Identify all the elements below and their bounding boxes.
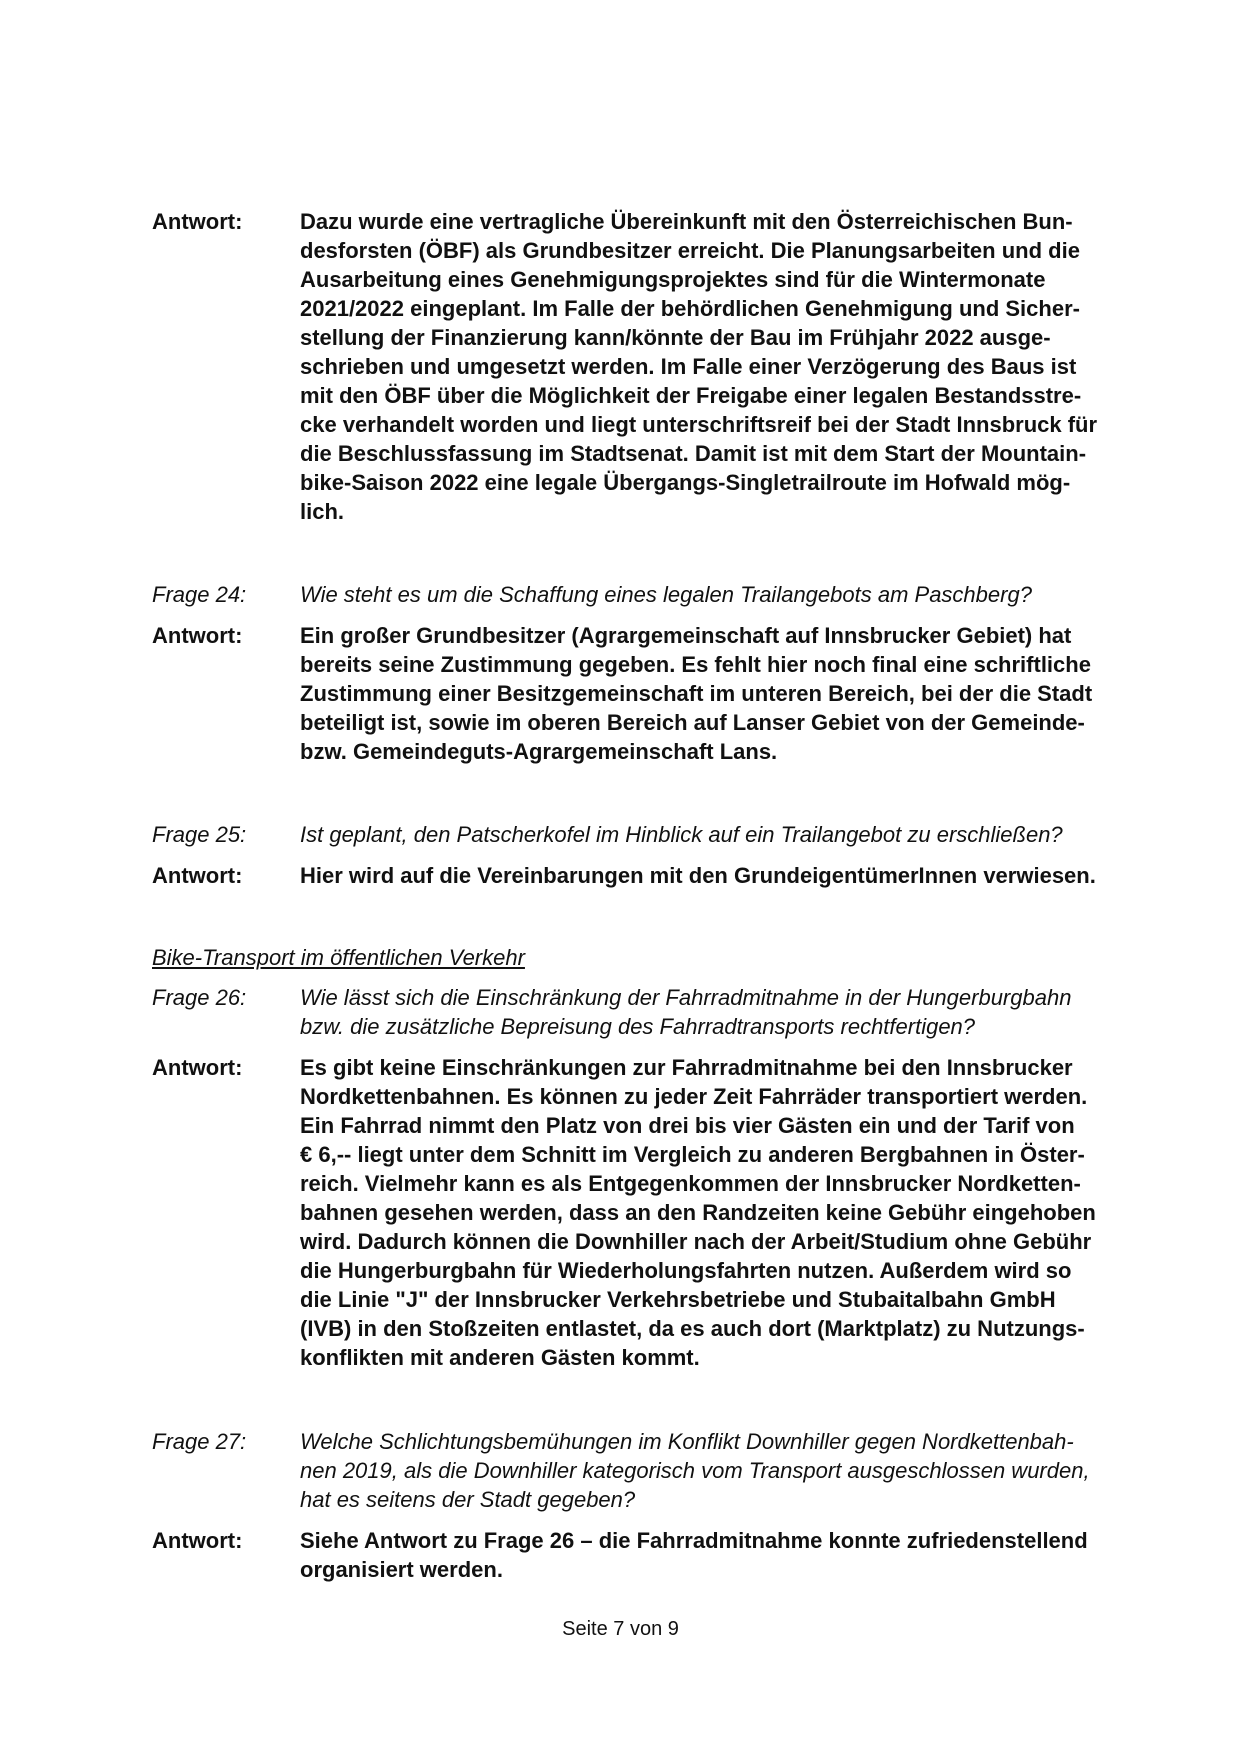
answer-label: Antwort: [152,863,243,888]
answer-label: Antwort: [152,1528,243,1553]
question-label: Frage 25: [152,822,247,847]
question-text: Welche Schlichtungsbemühungen im Konflikt Downhiller gegen Nordkettenbah- nen 2019, als die Downhiller kategorisch vom Transport ausgeschlossen wurden, hat es seitens der Stadt gegeben? [300,1429,1090,1512]
answer-text: Es gibt keine Einschränkungen zur Fahrradmitnahme bei den Innsbrucker Nordkettenbahnen. Es können zu jeder Zeit Fahrräder transportiert werden. Ein Fahrrad nimmt den Platz von drei bis vier Gästen ein und der Tarif von € 6,-- liegt unter dem Schnitt im Vergleich zu anderen Bergbahnen in Öster- reich. Vielmehr kann es als Entgegenkommen der Innsbrucker Nordketten- bahnen gesehen werden, dass an den Randzeiten keine Gebühr eingehoben wird. Dadurch können die Downhiller nach der Arbeit/Studium ohne Gebühr die Hungerburgbahn für Wiederholungsfahrten nutzen. Außerdem wird so die Linie "J" der Innsbrucker Verkehrsbetriebe und Stubaitalbahn GmbH (IVB) in den Stoßzeiten entlastet, da es auch dort (Marktplatz) zu Nutzungs- konflikten mit anderen Gästen kommt. [300,1055,1096,1370]
question-text: Wie lässt sich die Einschränkung der Fahrradmitnahme in der Hungerburgbahn bzw. die zusätzliche Bepreisung des Fahrradtransports rechtfertigen? [300,985,1072,1039]
answer-label: Antwort: [152,623,243,648]
answer-text: Dazu wurde eine vertragliche Übereinkunft mit den Österreichischen Bun- desforsten (ÖBF) als Grundbesitzer erreicht. Die Planungsarbeiten und die Ausarbeitung eines Genehmigungsprojektes sind für die Wintermonate 2021/2022 eingeplant. Im Falle der behördlichen Genehmigung und Sicher- stellung der Finanzierung kann/könnte der Bau im Frühjahr 2022 ausge- schrieben und umgesetzt werden. Im Falle einer Verzögerung des Baus ist mit den ÖBF über die Möglichkeit der Freigabe einer legalen Bestandsstre- cke verhandelt worden und liegt unterschriftsreif bei der Stadt Innsbruck für die Beschlussfassung im Stadtsenat. Damit ist mit dem Start der Mountain- bike-Saison 2022 eine legale Übergangs-Singletrailroute im Hofwald mög- lich. [300,209,1098,524]
question-label: Frage 27: [152,1429,247,1454]
answer-block-25 [152,861,1132,890]
question-text: Ist geplant, den Patscherkofel im Hinblick auf ein Trailangebot zu erschließen? [300,822,1063,847]
page-number: Seite 7 von 9 [562,1618,679,1640]
answer-label: Antwort: [152,1055,243,1080]
question-label: Frage 24: [152,582,247,607]
answer-text: Ein großer Grundbesitzer (Agrargemeinschaft auf Innsbrucker Gebiet) hat bereits seine Zustimmung gegeben. Es fehlt hier noch final eine schriftliche Zustimmung einer Besitzgemeinschaft im unteren Bereich, bei der die Stadt beteiligt ist, sowie im oberen Bereich auf Lanser Gebiet von der Gemeinde- bzw. Gemeindeguts-Agrargemeinschaft Lans. [300,623,1093,764]
answer-block-26 [152,1053,1132,1372]
section-heading: Bike-Transport im öffentlichen Verkehr [152,945,525,970]
question-text: Wie steht es um die Schaffung eines legalen Trailangebots am Paschberg? [300,582,1032,607]
answer-block-hofwald [152,207,1132,526]
answer-label: Antwort: [152,209,243,234]
question-block-27 [152,1427,1132,1514]
question-block-24 [152,580,1132,609]
question-label: Frage 26: [152,985,247,1010]
answer-block-24 [152,621,1132,766]
question-block-26 [152,983,1132,1041]
question-block-25 [152,820,1132,849]
answer-block-27 [152,1526,1132,1584]
answer-text: Siehe Antwort zu Frage 26 – die Fahrradmitnahme konnte zufriedenstellend organisiert werden. [300,1528,1088,1582]
answer-text: Hier wird auf die Vereinbarungen mit den GrundeigentümerInnen verwiesen. [300,863,1096,888]
